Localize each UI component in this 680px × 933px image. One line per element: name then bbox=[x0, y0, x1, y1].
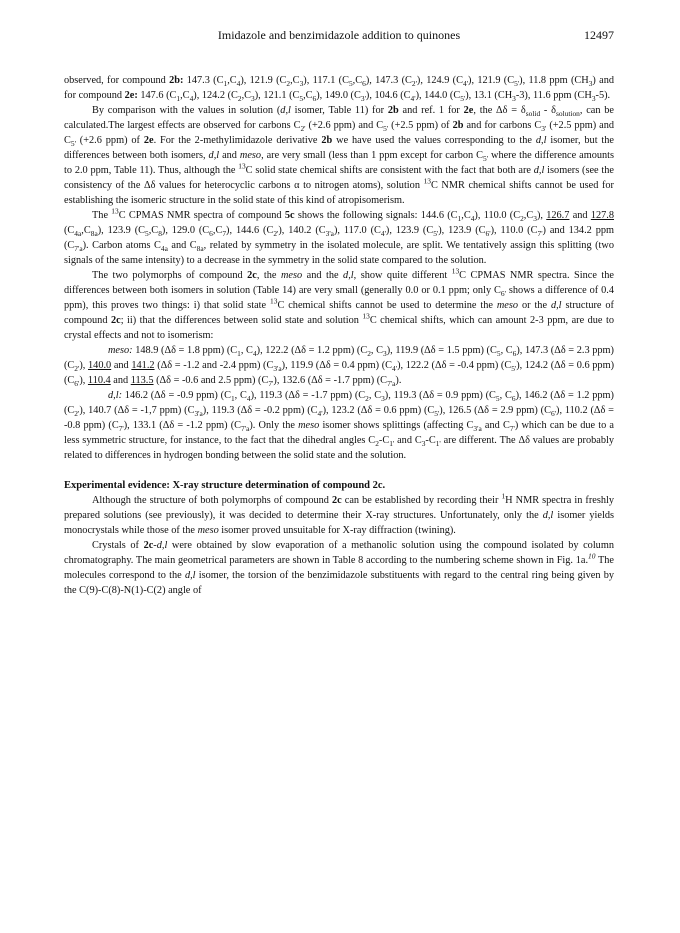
paragraph: Crystals of 2c-d,l were obtained by slow evaporation of a methanolic solution using the compound isolated by column chromatography. The main geometrical parameters are shown in Table 8 according to the numbering scheme shown in Fig. 1a.$^{10}$ The molecules correspond to the d,l isomer, the torsion of the benzimidazole substituents with regard to the central ring being given by the C(9)-C(8)-N(1)-C(2) angle of bbox=[64, 540, 614, 596]
page-number: 12497 bbox=[584, 28, 614, 42]
paragraph: The two polymorphs of compound 2c, the meso and the d,l, show quite different $^{13}$C CPMAS NMR spectra. Since the differences between both isomers in solution (Table 14) are very small (generally 0.0 or 0.1 ppm; only $C_{6'}$ shows a difference of 0.4 ppm), this proves two things: i) that solid state $^{13}$C chemical shifts cannot be used to determine the meso or the d,l structure of compound 2c; ii) that the differences between solid state and solution $^{13}$C chemical shifts, which can amount 2-3 ppm, are due to crystal effects and not to isomerism: bbox=[64, 266, 614, 341]
paragraph: By comparison with the values in solution (d,l isomer, Table 11) for 2b and ref. 1 for 2e, the $\Delta\delta = \delta_{solid} - \delta_{solution}$, can be calculated.The largest effects are observed for carbons $C_{2'}$ (+2.6 ppm) and $C_{5'}$ (+2.5 ppm) of 2b and for carbons $C_{3'}$ (+2.5 ppm) and $C_{5'}$ (+2.6 ppm) of 2e. For the 2-methylimidazole derivative 2b we have used the values corresponding to the d,l isomer, but the differences between both isomers, d,l and meso, are very small (less than 1 ppm except for carbon $C_{5'}$ where the difference amounts to 2.0 ppm, Table 11). Thus, although the $^{13}$C solid state chemical shifts are consistent with the fact that both are d,l isomers (see the consistency of the Δδ values for heterocyclic carbons α to nitrogen atoms), solution $^{13}$C NMR chemical shifts cannot be used for establishing the isomeric structure in the solid state of this kind of atropisomerism. bbox=[64, 105, 615, 206]
section-heading: Experimental evidence: X-ray structure determination of compound 2c. bbox=[64, 480, 386, 491]
paragraph: The $^{13}$C CPMAS NMR spectra of compound 5c shows the following signals: 144.6 $(C_1,C_4)$, 110.0 $(C_2,C_3)$, 126.7 and 127.8 $(C_{4a},C_{8a})$, 123.9 $(C_5,C_8)$, 129.0 $(C_6,C_7)$, 144.6 $(C_{2'})$, 140.2 $(C_{3'a})$, 117.0 $(C_{4'})$, 123.9 $(C_{5'})$, 123.9 $(C_{6'})$, 110.0 $(C_{7'})$ and 134.2 ppm $(C_{7'a})$. Carbon atoms $C_{4a}$ and $C_{8a}$, related by symmetry in the isolated molecule, are split. We tentatively assign this splitting (two signals of the same intensity) to a decrease in the symmetry in the solid state compared to the solution. bbox=[64, 206, 615, 266]
paper-page bbox=[64, 28, 614, 598]
article-body bbox=[64, 73, 614, 598]
paragraph: observed, for compound 2b: 147.3 $(C_1,C_4)$, 121.9 $(C_2,C_3)$, 117.1 $(C_5,C_6)$, 147.3 $(C_{2'})$, 124.9 $(C_{4'})$, 121.9 $(C_{5'})$, 11.8 ppm $(CH_3)$ and for compound 2e: 147.6 $(C_1,C_4)$, 124.2 $(C_2,C_3)$, 121.1 $(C_5,C_6)$, 149.0 $(C_{3'})$, 104.6 $(C_{4'})$, 144.0 $(C_{5'})$, 13.1 $(CH_3-3)$, 11.6 ppm $(CH_3-5)$. bbox=[64, 75, 614, 104]
running-title: Imidazole and benzimidazole addition to quinones bbox=[217, 28, 461, 42]
paragraph: meso: 148.9 (Δδ = 1.8 ppm) ($C_1$, $C_4$), 122.2 (Δδ = 1.2 ppm) ($C_2$, $C_3$), 119.9 (Δδ = 1.5 ppm) ($C_5$, $C_6$), 147.3 (Δδ = 2.3 ppm) $(C_{2'})$, 140.0 and 141.2 (Δδ = -1.2 and -2.4 ppm) $(C_{3'a})$, 119.9 (Δδ = 0.4 ppm) $(C_{4'})$, 122.2 (Δδ = -0.4 ppm) $(C_{5'})$, 124.2 (Δδ = 0.6 ppm) $(C_{6'})$, 110.4 and 113.5 (Δδ = -0.6 and 2.5 ppm) $(C_{7'})$, 132.6 (Δδ = -1.7 ppm) $(C_{7'a})$. bbox=[64, 345, 615, 389]
paragraph: Although the structure of both polymorphs of compound 2c can be established by recording their $^1$H NMR spectra in freshly prepared solutions (see previously), it was decided to determine their X-ray structures. Unfortunately, only the d,l isomer yields monocrystals while those of the meso isomer proved unsuitable for X-ray diffraction (twining). bbox=[64, 491, 614, 536]
paragraph: d,l: 146.2 (Δδ = -0.9 ppm) ($C_1$, $C_4$), 119.3 (Δδ = -1.7 ppm) ($C_2$, $C_3$), 119.3 (Δδ = 0.9 ppm) ($C_5$, $C_6$), 146.2 (Δδ = 1.2 ppm) $(C_{2'})$, 140.7 (Δδ = -1,7 ppm) $(C_{3'a})$, 119.3 (Δδ = -0.2 ppm) $(C_{4'})$, 123.2 (Δδ = 0.6 ppm) $(C_{5'})$, 126.5 (Δδ = 2.9 ppm) $(C_{6'})$, 110.2 (Δδ = -0.8 ppm) $(C_{7'})$, 133.1 (Δδ = -1.2 ppm) $(C_{7'a})$. Only the meso isomer shows splittings (affecting $C_{3'a}$ and $C_{7'}$) which can be due to a less symmetric structure, for instance, to the fact that the dihedral angles $C_2-C_{1'}$ and $C_3-C_{1'}$ are different. The Δδ values are probably related to differences in hydrogen bonding between the solid state and the solution. bbox=[64, 390, 614, 461]
running-header bbox=[64, 28, 614, 46]
